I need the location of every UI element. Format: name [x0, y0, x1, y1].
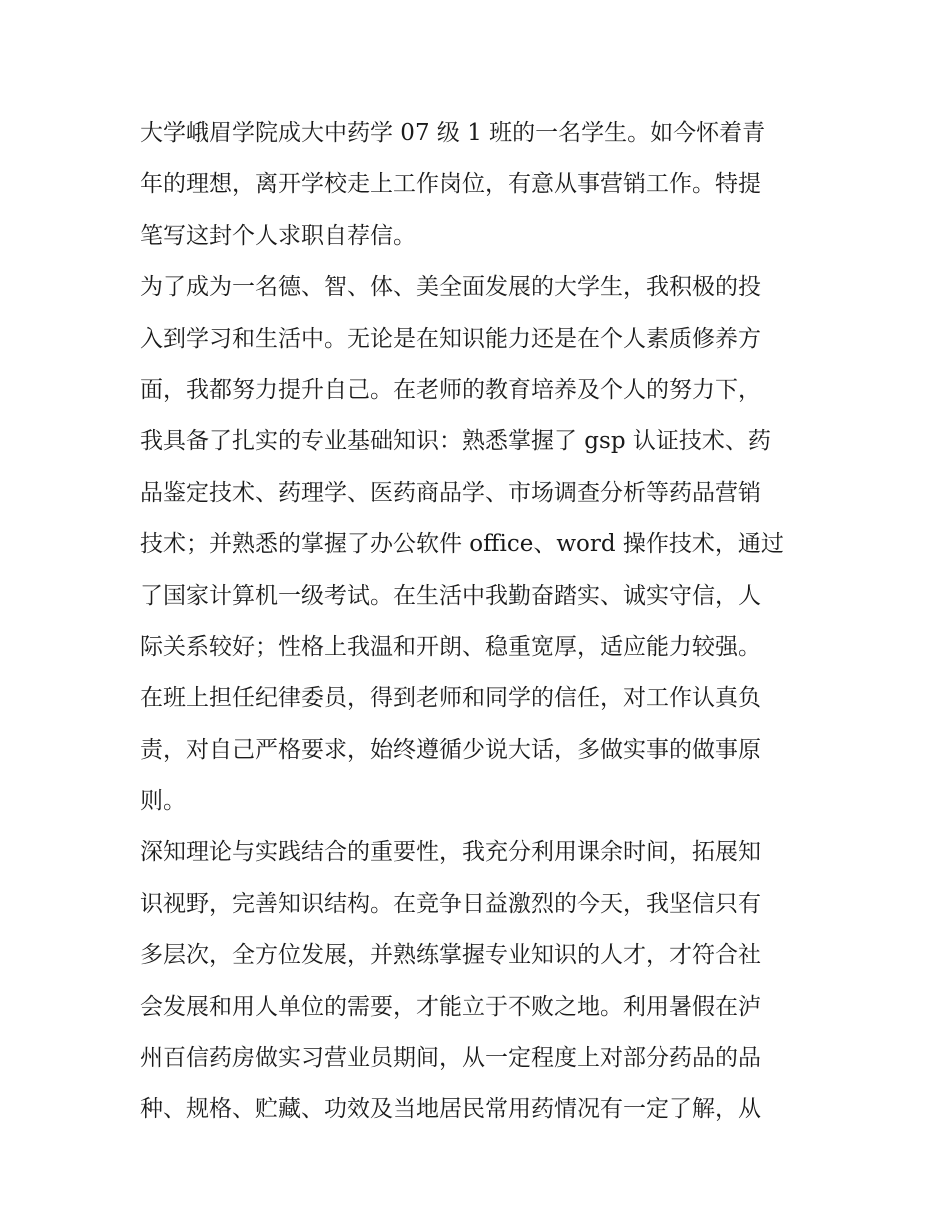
text-line: 笔写这封个人求职自荐信。: [140, 222, 416, 249]
text-line: 种、规格、贮藏、功效及当地居民常用药情况有一定了解，从: [140, 1096, 761, 1123]
text-line: 为了成为一名德、智、体、美全面发展的大学生，我积极的投: [140, 274, 761, 301]
text-line: 了国家计算机一级考试。在生活中我勤奋踏实、诚实守信，人: [140, 582, 761, 609]
text-line: 州百信药房做实习营业员期间，从一定程度上对部分药品的品: [140, 1045, 761, 1072]
text-line: 品鉴定技术、药理学、医药商品学、市场调查分析等药品营销: [140, 479, 761, 506]
text-line: 年的理想，离开学校走上工作岗位，有意从事营销工作。特提: [140, 171, 761, 198]
text-line: 在班上担任纪律委员，得到老师和同学的信任，对工作认真负: [140, 685, 761, 712]
text-line: 责，对自己严格要求，始终遵循少说大话，多做实事的做事原: [140, 736, 761, 763]
text-line: 则。: [140, 788, 186, 815]
text-line: 会发展和用人单位的需要，才能立于不败之地。利用暑假在泸: [140, 993, 761, 1020]
text-line: 大学峨眉学院成大中药学 07 级 1 班的一名学生。如今怀着青: [140, 120, 766, 146]
text-line: 多层次，全方位发展，并熟练掌握专业知识的人才，才符合社: [140, 942, 761, 969]
letter-body: [140, 108, 820, 1136]
text-line: 我具备了扎实的专业基础知识：熟悉掌握了 gsp 认证技术、药: [140, 428, 771, 455]
text-line: 识视野，完善知识结构。在竞争日益激烈的今天，我坚信只有: [140, 890, 761, 917]
text-line: 面，我都努力提升自己。在老师的教育培养及个人的努力下，: [140, 376, 761, 403]
text-line: 技术；并熟悉的掌握了办公软件 office、word 操作技术，通过: [140, 531, 784, 558]
text-line: 际关系较好；性格上我温和开朗、稳重宽厚，适应能力较强。: [140, 633, 761, 660]
text-line: 入到学习和生活中。无论是在知识能力还是在个人素质修养方: [140, 325, 761, 352]
text-line: 深知理论与实践结合的重要性，我充分利用课余时间，拓展知: [140, 839, 761, 866]
